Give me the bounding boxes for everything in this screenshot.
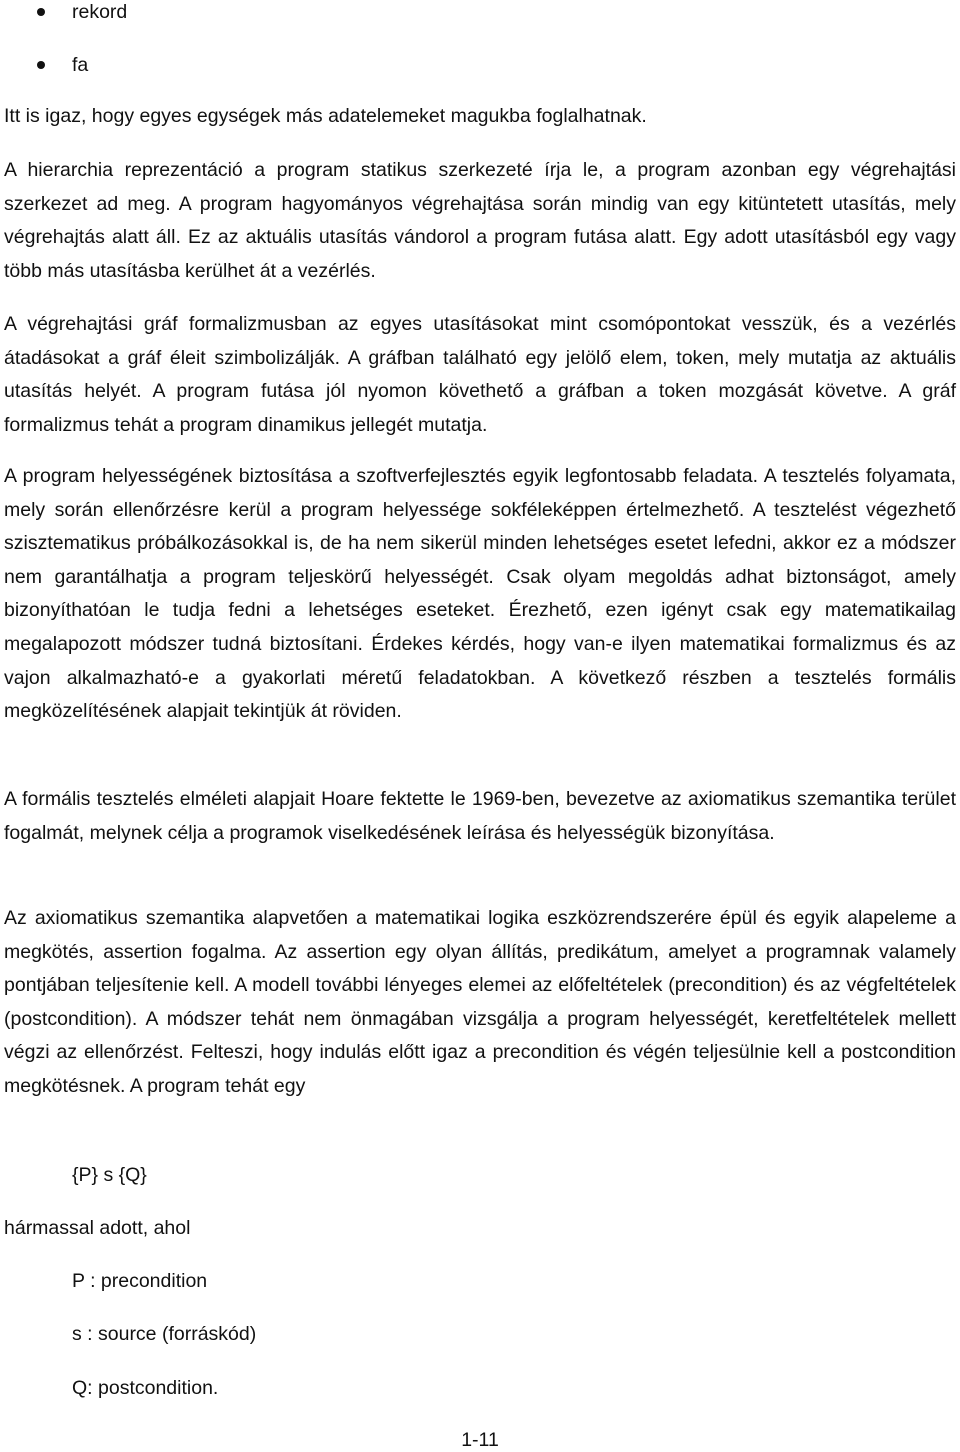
bullet-dot-icon <box>37 8 45 16</box>
page-number: 1-11 <box>461 1429 499 1451</box>
paragraph-1: Itt is igaz, hogy egyes egységek más adatelemeket magukba foglalhatnak. <box>4 105 647 127</box>
bullet-text: fa <box>72 54 89 76</box>
paragraph-5: A formális tesztelés elméleti alapjait Hoare fektette le 1969-ben, bevezetve az axiomatikus szemantika terület fogalmát, melynek célja a programok viselkedésének leírása és helyességük bizonyítása. <box>4 788 956 844</box>
paragraph-3: A végrehajtási gráf formalizmusban az egyes utasításokat mint csomópontokat vesszük, és a vezérlés átadásokat a gráf éleit szimbolizálják. A gráfban található egy jelölő elem, token, mely mutatja az aktuális utasítás helyét. A program futása jól nyomon követhető a gráfban a token mozgását követve. A gráf formalizmus tehát a program dinamikus jellegét mutatja. <box>4 313 956 436</box>
paragraph-6: Az axiomatikus szemantika alapvetően a matematikai logika eszközrendszerére épül és egyik alapeleme a megkötés, assertion fogalma. Az assertion egy olyan állítás, predikátum, amelyet a programnak valamely pontjában teljesítenie kell. A modell további lényeges elemei az előfeltételek (precondition) és az végfeltételek (postcondition). A módszer tehát nem önmagában vizsgálja a program helyességét, keretfeltételek mellett végzi az ellenőrzést. Felteszi, hogy indulás előtt igaz a precondition és végén teljesülnie kell a postcondition megkötésnek. A program tehát egy <box>4 907 956 1097</box>
definition-precondition: P : precondition <box>72 1270 208 1292</box>
paragraph-2: A hierarchia reprezentáció a program statikus szerkezeté írja le, a program azonban egy végrehajtási szerkezet ad meg. A program hagyományos végrehajtása során mindig van egy kitüntetett utasítás, mely végrehajtás alatt áll. Ez az aktuális utasítás vándorol a program futása alatt. Egy adott utasításból egy vagy több más utasításba kerülhet át a vezérlés. <box>4 159 956 282</box>
formula-intro: hármassal adott, ahol <box>4 1217 191 1239</box>
paragraph-4: A program helyességének biztosítása a szoftverfejlesztés egyik legfontosabb feladata. A tesztelés folyamata, mely során ellenőrzésre kerül a program helyessége sokféleképpen értelmezhető. A tesztelést végezhető szisztematikus próbálkozásokkal is, de ha nem sikerül minden lehetséges esetet lefedni, akkor ez a módszer nem garantálhatja a program teljeskörű helyességét. Csak olyam megoldás adhat biztonságot, amely bizonyíthatóan le tudja fedni a lehetséges eseteket. Érezhető, ezen igényt csak egy matematikailag megalapozott módszer tudná biztosítani. Érdekes kérdés, hogy van-e ilyen matematikai formalizmus és az vajon alkalmazható-e a gyakorlati méretű feladatokban. A következő részben a tesztelés formális megközelítésének alapjait tekintjük át röviden. <box>4 465 956 723</box>
bullet-text: rekord <box>72 1 128 23</box>
bullet-dot-icon <box>37 61 45 69</box>
hoare-triple-formula: {P} s {Q} <box>72 1164 147 1186</box>
definition-source: s : source (forráskód) <box>72 1323 257 1345</box>
definition-postcondition: Q: postcondition. <box>72 1377 219 1399</box>
